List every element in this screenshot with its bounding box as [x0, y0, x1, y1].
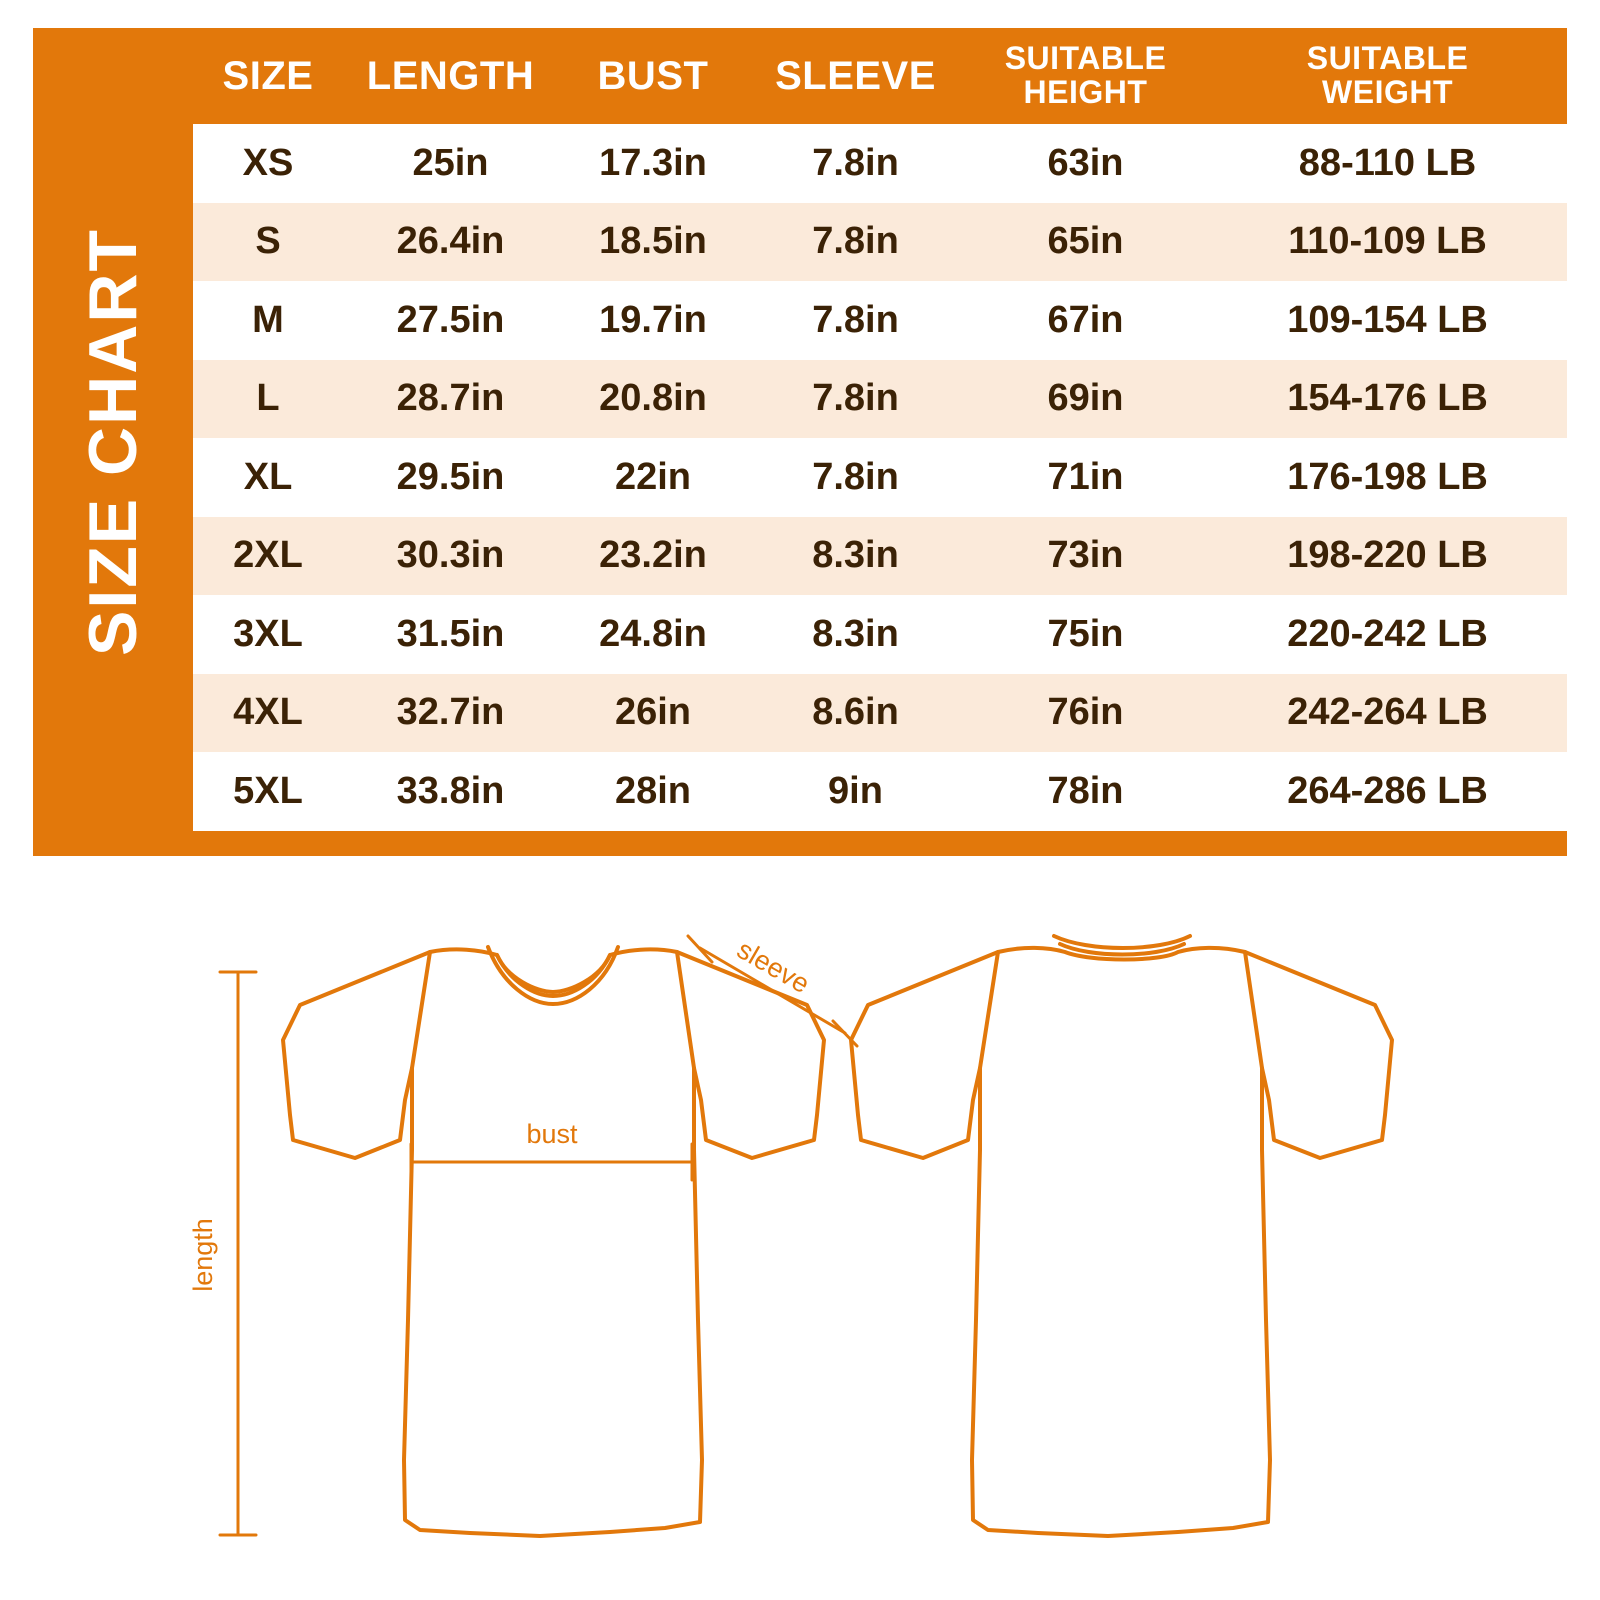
cell-size: 5XL: [193, 752, 343, 831]
table-row: [193, 438, 1567, 517]
cell-length: 26.4in: [343, 203, 558, 282]
column-header-suitable-weight-line1: SUITABLE: [1306, 40, 1469, 77]
cell-bust: 23.2in: [558, 517, 748, 596]
column-header-bust: BUST: [558, 28, 748, 124]
size-table-wrapper: [193, 28, 1567, 856]
cell-size: 2XL: [193, 517, 343, 596]
page-title: SIZE CHART: [75, 228, 151, 656]
column-header-suitable-height-line2: HEIGHT: [1023, 74, 1148, 110]
cell-bust: 22in: [558, 438, 748, 517]
cell-height: 69in: [963, 360, 1208, 439]
size-table: [193, 28, 1567, 831]
cell-length: 28.7in: [343, 360, 558, 439]
cell-sleeve: 7.8in: [748, 438, 963, 517]
cell-sleeve: 8.6in: [748, 674, 963, 753]
table-row: [193, 360, 1567, 439]
cell-height: 63in: [963, 124, 1208, 203]
size-chart-title-column: [33, 28, 193, 856]
cell-weight: 176-198 LB: [1208, 438, 1567, 517]
tshirt-front-illustration: [283, 947, 824, 1536]
tshirt-back-illustration: [851, 936, 1392, 1536]
cell-height: 73in: [963, 517, 1208, 596]
cell-height: 76in: [963, 674, 1208, 753]
cell-height: 71in: [963, 438, 1208, 517]
cell-bust: 24.8in: [558, 595, 748, 674]
length-dimension-line: [220, 972, 256, 1535]
cell-weight: 242-264 LB: [1208, 674, 1567, 753]
cell-length: 31.5in: [343, 595, 558, 674]
cell-length: 32.7in: [343, 674, 558, 753]
column-header-size: SIZE: [193, 28, 343, 124]
cell-sleeve: 8.3in: [748, 517, 963, 596]
cell-weight: 88-110 LB: [1208, 124, 1567, 203]
table-row: [193, 595, 1567, 674]
size-chart-panel: [33, 28, 1567, 856]
cell-weight: 109-154 LB: [1208, 281, 1567, 360]
cell-length: 29.5in: [343, 438, 558, 517]
measurement-diagram: [0, 900, 1600, 1590]
column-header-suitable-height-line1: SUITABLE: [1004, 40, 1167, 77]
table-row: [193, 752, 1567, 831]
cell-bust: 28in: [558, 752, 748, 831]
cell-length: 33.8in: [343, 752, 558, 831]
cell-height: 65in: [963, 203, 1208, 282]
bust-label: bust: [526, 1119, 578, 1149]
cell-length: 30.3in: [343, 517, 558, 596]
cell-weight: 264-286 LB: [1208, 752, 1567, 831]
cell-size: L: [193, 360, 343, 439]
cell-bust: 17.3in: [558, 124, 748, 203]
cell-size: M: [193, 281, 343, 360]
sleeve-label: sleeve: [732, 934, 815, 1000]
cell-bust: 18.5in: [558, 203, 748, 282]
cell-height: 75in: [963, 595, 1208, 674]
cell-sleeve: 8.3in: [748, 595, 963, 674]
cell-bust: 26in: [558, 674, 748, 753]
table-row: [193, 281, 1567, 360]
column-header-suitable-weight: [1208, 28, 1567, 124]
column-header-suitable-height: [963, 28, 1208, 124]
cell-size: 3XL: [193, 595, 343, 674]
cell-sleeve: 7.8in: [748, 124, 963, 203]
cell-weight: 154-176 LB: [1208, 360, 1567, 439]
cell-length: 27.5in: [343, 281, 558, 360]
cell-sleeve: 7.8in: [748, 203, 963, 282]
cell-weight: 198-220 LB: [1208, 517, 1567, 596]
cell-size: XL: [193, 438, 343, 517]
cell-size: XS: [193, 124, 343, 203]
table-row: [193, 203, 1567, 282]
size-table-header: [193, 28, 1567, 124]
column-header-suitable-weight-line2: WEIGHT: [1322, 74, 1454, 110]
cell-length: 25in: [343, 124, 558, 203]
cell-weight: 220-242 LB: [1208, 595, 1567, 674]
cell-bust: 19.7in: [558, 281, 748, 360]
table-header-row: [193, 28, 1567, 124]
table-row: [193, 674, 1567, 753]
cell-weight: 110-109 LB: [1208, 203, 1567, 282]
column-header-sleeve: SLEEVE: [748, 28, 963, 124]
size-table-body: [193, 124, 1567, 831]
bust-dimension-line: [411, 1144, 692, 1180]
cell-size: 4XL: [193, 674, 343, 753]
cell-height: 67in: [963, 281, 1208, 360]
cell-sleeve: 9in: [748, 752, 963, 831]
cell-size: S: [193, 203, 343, 282]
cell-height: 78in: [963, 752, 1208, 831]
table-row: [193, 517, 1567, 596]
cell-sleeve: 7.8in: [748, 281, 963, 360]
cell-sleeve: 7.8in: [748, 360, 963, 439]
length-label: length: [188, 1218, 218, 1292]
table-row: [193, 124, 1567, 203]
cell-bust: 20.8in: [558, 360, 748, 439]
column-header-length: LENGTH: [343, 28, 558, 124]
